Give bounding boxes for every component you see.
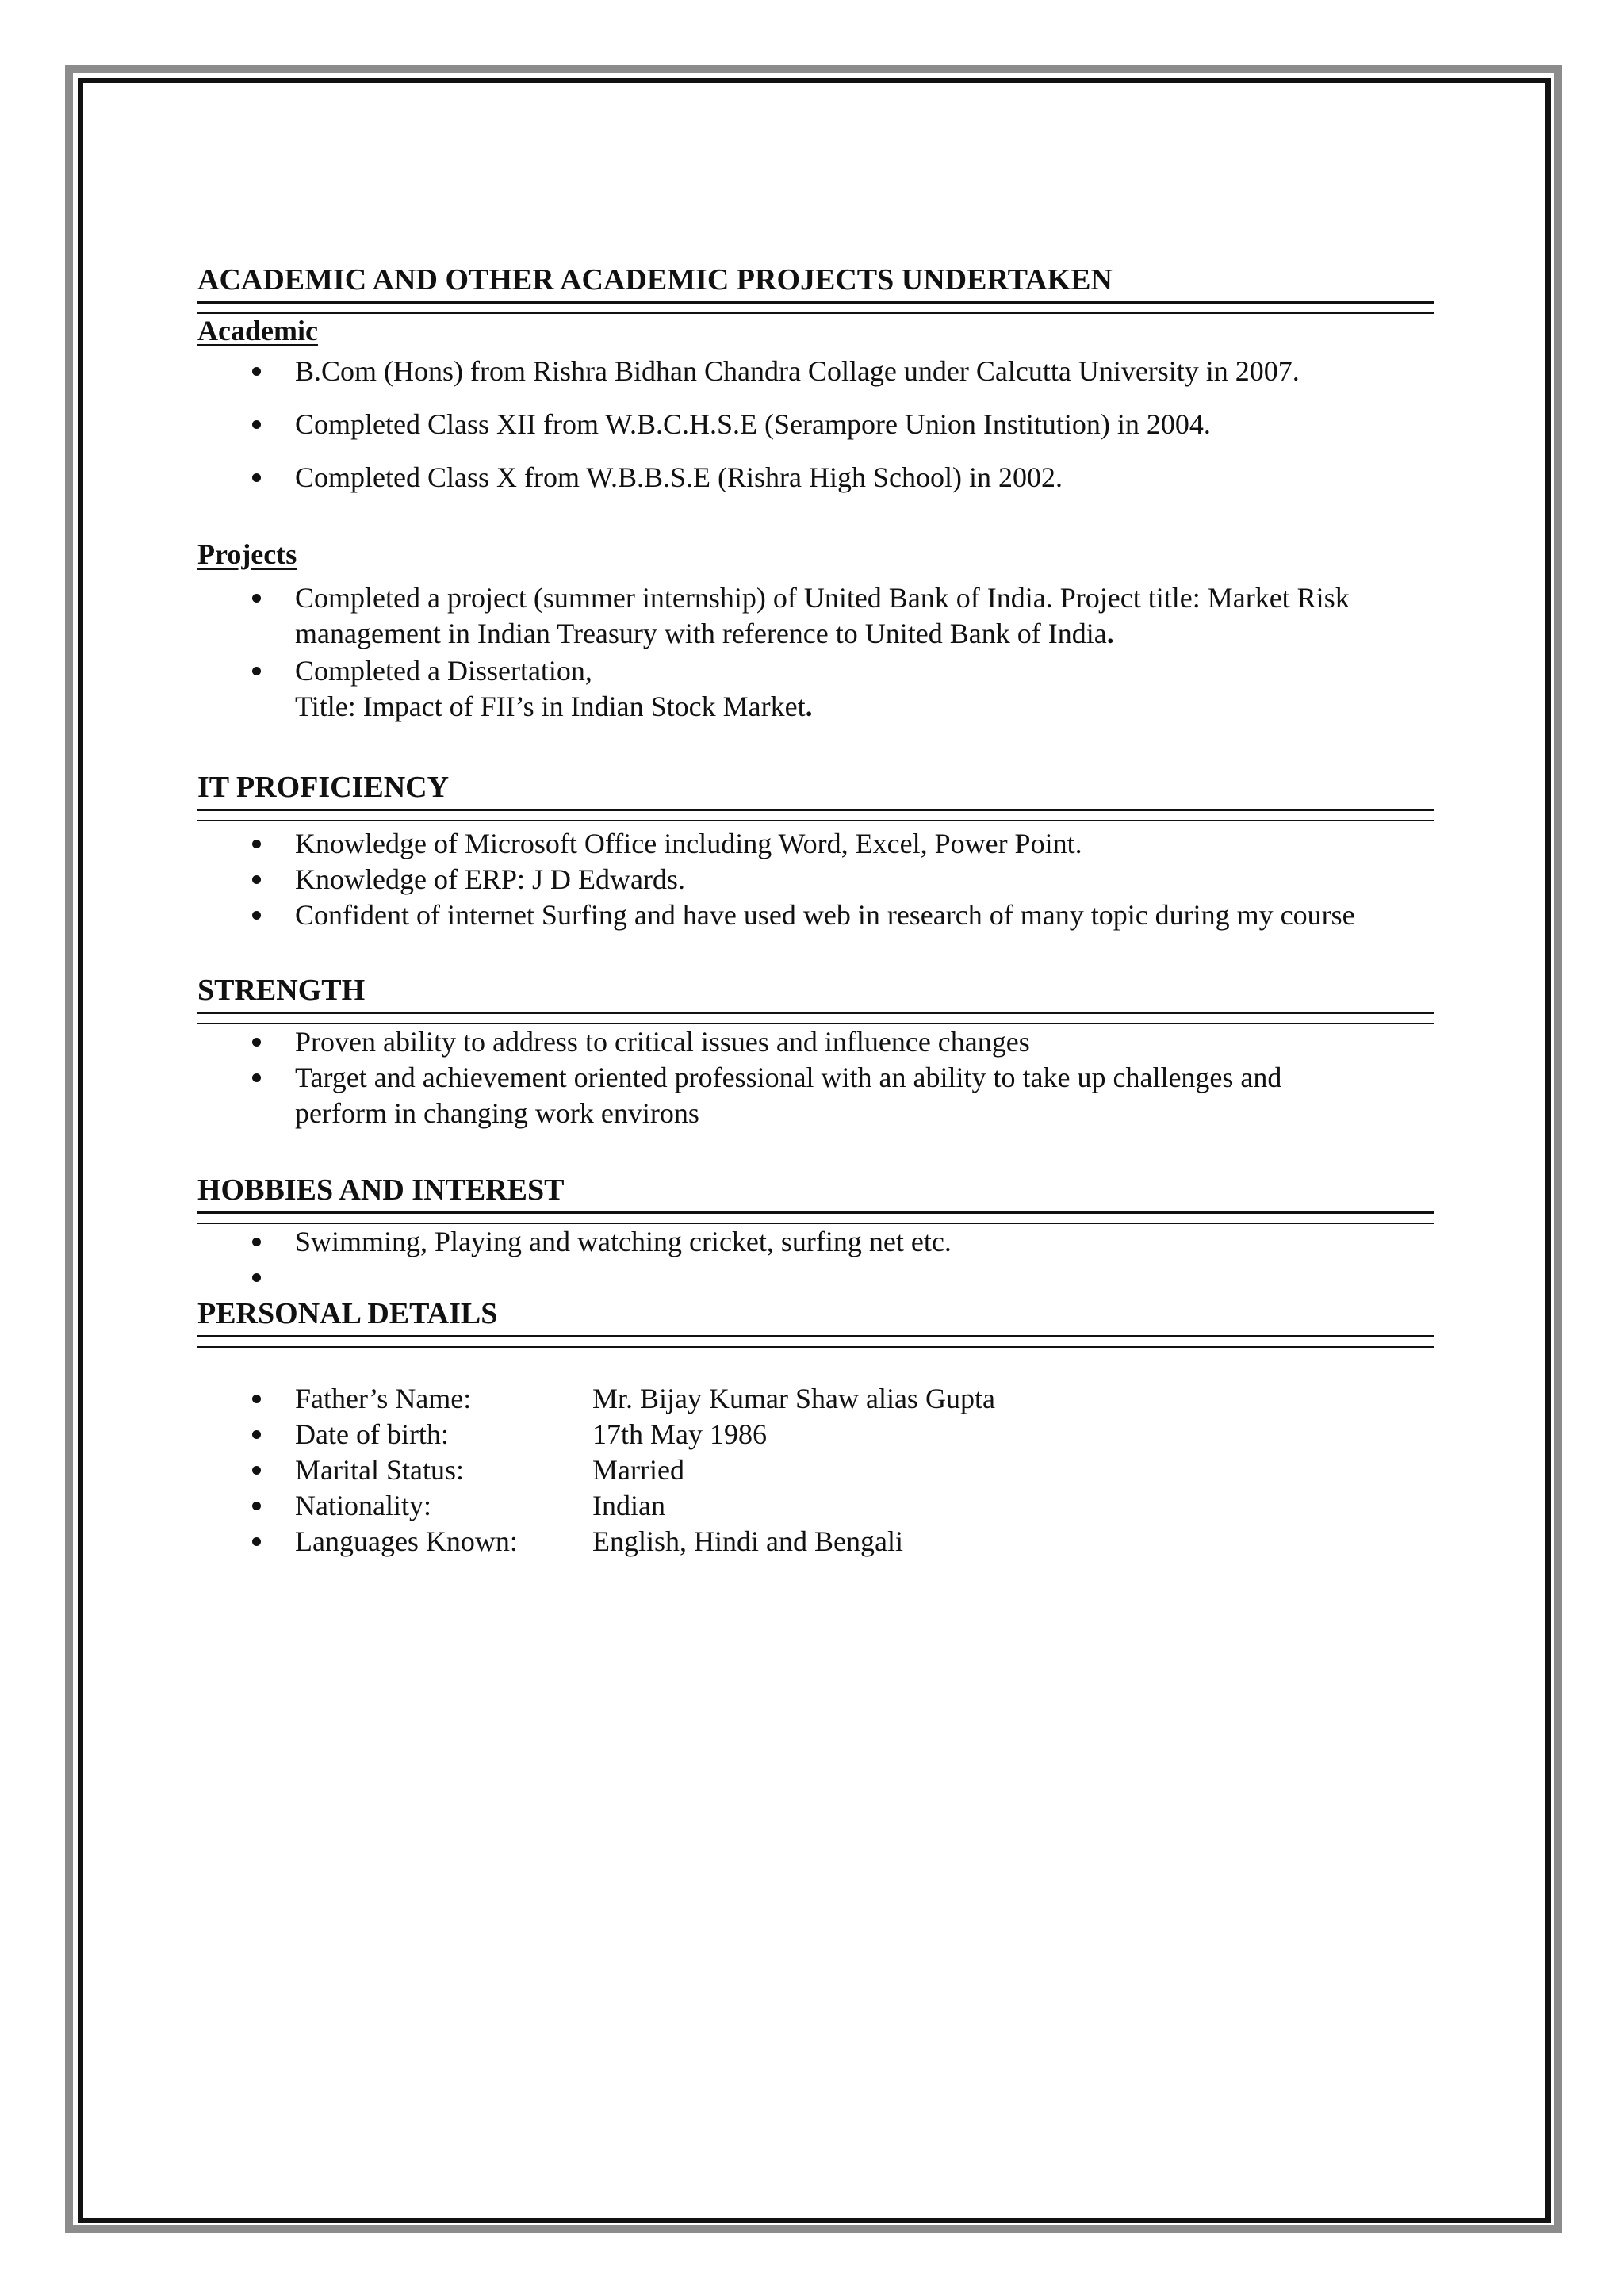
bullet-icon [252,667,261,675]
detail-label: Marital Status: [295,1454,464,1486]
bullet-icon [252,594,261,603]
projects-list [197,580,1434,725]
projects-subsection [197,538,1434,725]
detail-label: Father’s Name: [295,1383,472,1414]
list-item [197,1381,1434,1417]
detail-label: Languages Known: [295,1525,518,1557]
list-item [197,826,1434,862]
list-item [197,862,1434,897]
list-item [197,1524,1434,1559]
section-heading-academic-projects: ACADEMIC AND OTHER ACADEMIC PROJECTS UNDERTAKEN [197,263,1113,297]
list-item [197,1024,1434,1060]
bullet-icon [252,1430,261,1439]
list-item [197,1224,1434,1260]
detail-label: Date of birth: [295,1418,449,1450]
list-item [197,653,1434,725]
detail-value: English, Hindi and Bengali [592,1525,903,1557]
subheading-projects: Projects [197,538,297,570]
list-item-text: Completed a Dissertation, [295,655,592,687]
list-item [197,1452,1434,1488]
period-mark: . [805,691,813,722]
list-item-empty [197,1260,1434,1293]
section-rule [197,1335,1434,1348]
personal-details-section [197,1295,1434,1559]
list-item-text-cont: management in Indian Treasury with reference to United Bank of India [295,618,1107,649]
list-item [197,1488,1434,1524]
list-item-text: B.Com (Hons) from Rishra Bidhan Chandra Collage under Calcutta University in 2007. [295,355,1300,387]
it-proficiency-list [197,826,1434,933]
list-item-text: Knowledge of Microsoft Office including Word, Excel, Power Point. [295,828,1082,859]
bullet-icon [252,1273,261,1282]
detail-value: Indian [592,1490,665,1521]
list-item-text-cont: Title: Impact of FII’s in Indian Stock Market [295,691,806,722]
section-heading-it-proficiency: IT PROFICIENCY [197,771,450,804]
bullet-icon [252,1038,261,1047]
detail-value: Mr. Bijay Kumar Shaw alias Gupta [592,1383,995,1414]
list-item [197,1417,1434,1452]
section-rule [197,1211,1434,1224]
subheading-academic: Academic [197,315,318,346]
detail-value: Married [592,1454,684,1486]
bullet-icon [252,1395,261,1403]
list-item-text: Completed a project (summer internship) of United Bank of India. Project title: Market Risk [295,582,1350,614]
list-item [197,407,1434,442]
bullet-icon [252,1537,261,1546]
academic-projects-section [197,262,1434,496]
personal-details-list [197,1381,1434,1559]
list-item-text: Proven ability to address to critical issues and influence changes [295,1026,1030,1058]
list-item-text: Target and achievement oriented professional with an ability to take up challenges and [295,1062,1282,1093]
bullet-icon [252,875,261,884]
bullet-icon [252,1238,261,1246]
list-item-text: Knowledge of ERP: J D Edwards. [295,863,685,895]
strength-list [197,1024,1434,1131]
section-heading-strength: STRENGTH [197,974,366,1007]
it-proficiency-section [197,769,1434,933]
list-item [197,580,1434,652]
section-rule [197,809,1434,821]
list-item-text: Completed Class XII from W.B.C.H.S.E (Serampore Union Institution) in 2004. [295,408,1211,440]
list-item-text: Completed Class X from W.B.B.S.E (Rishra High School) in 2002. [295,461,1063,493]
bullet-icon [252,420,261,429]
bullet-icon [252,1073,261,1082]
list-item-text: Confident of internet Surfing and have used web in research of many topic during my course [295,899,1355,931]
detail-label: Nationality: [295,1490,431,1521]
bullet-icon [252,840,261,848]
bullet-icon [252,367,261,376]
list-item [197,354,1434,389]
section-rule [197,301,1434,314]
section-heading-hobbies: HOBBIES AND INTEREST [197,1173,565,1207]
section-rule [197,1012,1434,1024]
hobbies-list [197,1224,1434,1293]
list-item [197,897,1434,933]
list-item [197,460,1434,496]
bullet-icon [252,473,261,482]
detail-value: 17th May 1986 [592,1418,767,1450]
hobbies-section [197,1172,1434,1293]
academic-list [197,354,1434,496]
section-heading-personal: PERSONAL DETAILS [197,1297,498,1330]
list-item-text: Swimming, Playing and watching cricket, surfing net etc. [295,1226,952,1257]
period-mark: . [1106,618,1114,649]
list-item [197,1060,1434,1131]
bullet-icon [252,911,261,920]
bullet-icon [252,1502,261,1510]
bullet-icon [252,1466,261,1475]
strength-section [197,972,1434,1131]
list-item-text-cont: perform in changing work environs [295,1097,699,1129]
